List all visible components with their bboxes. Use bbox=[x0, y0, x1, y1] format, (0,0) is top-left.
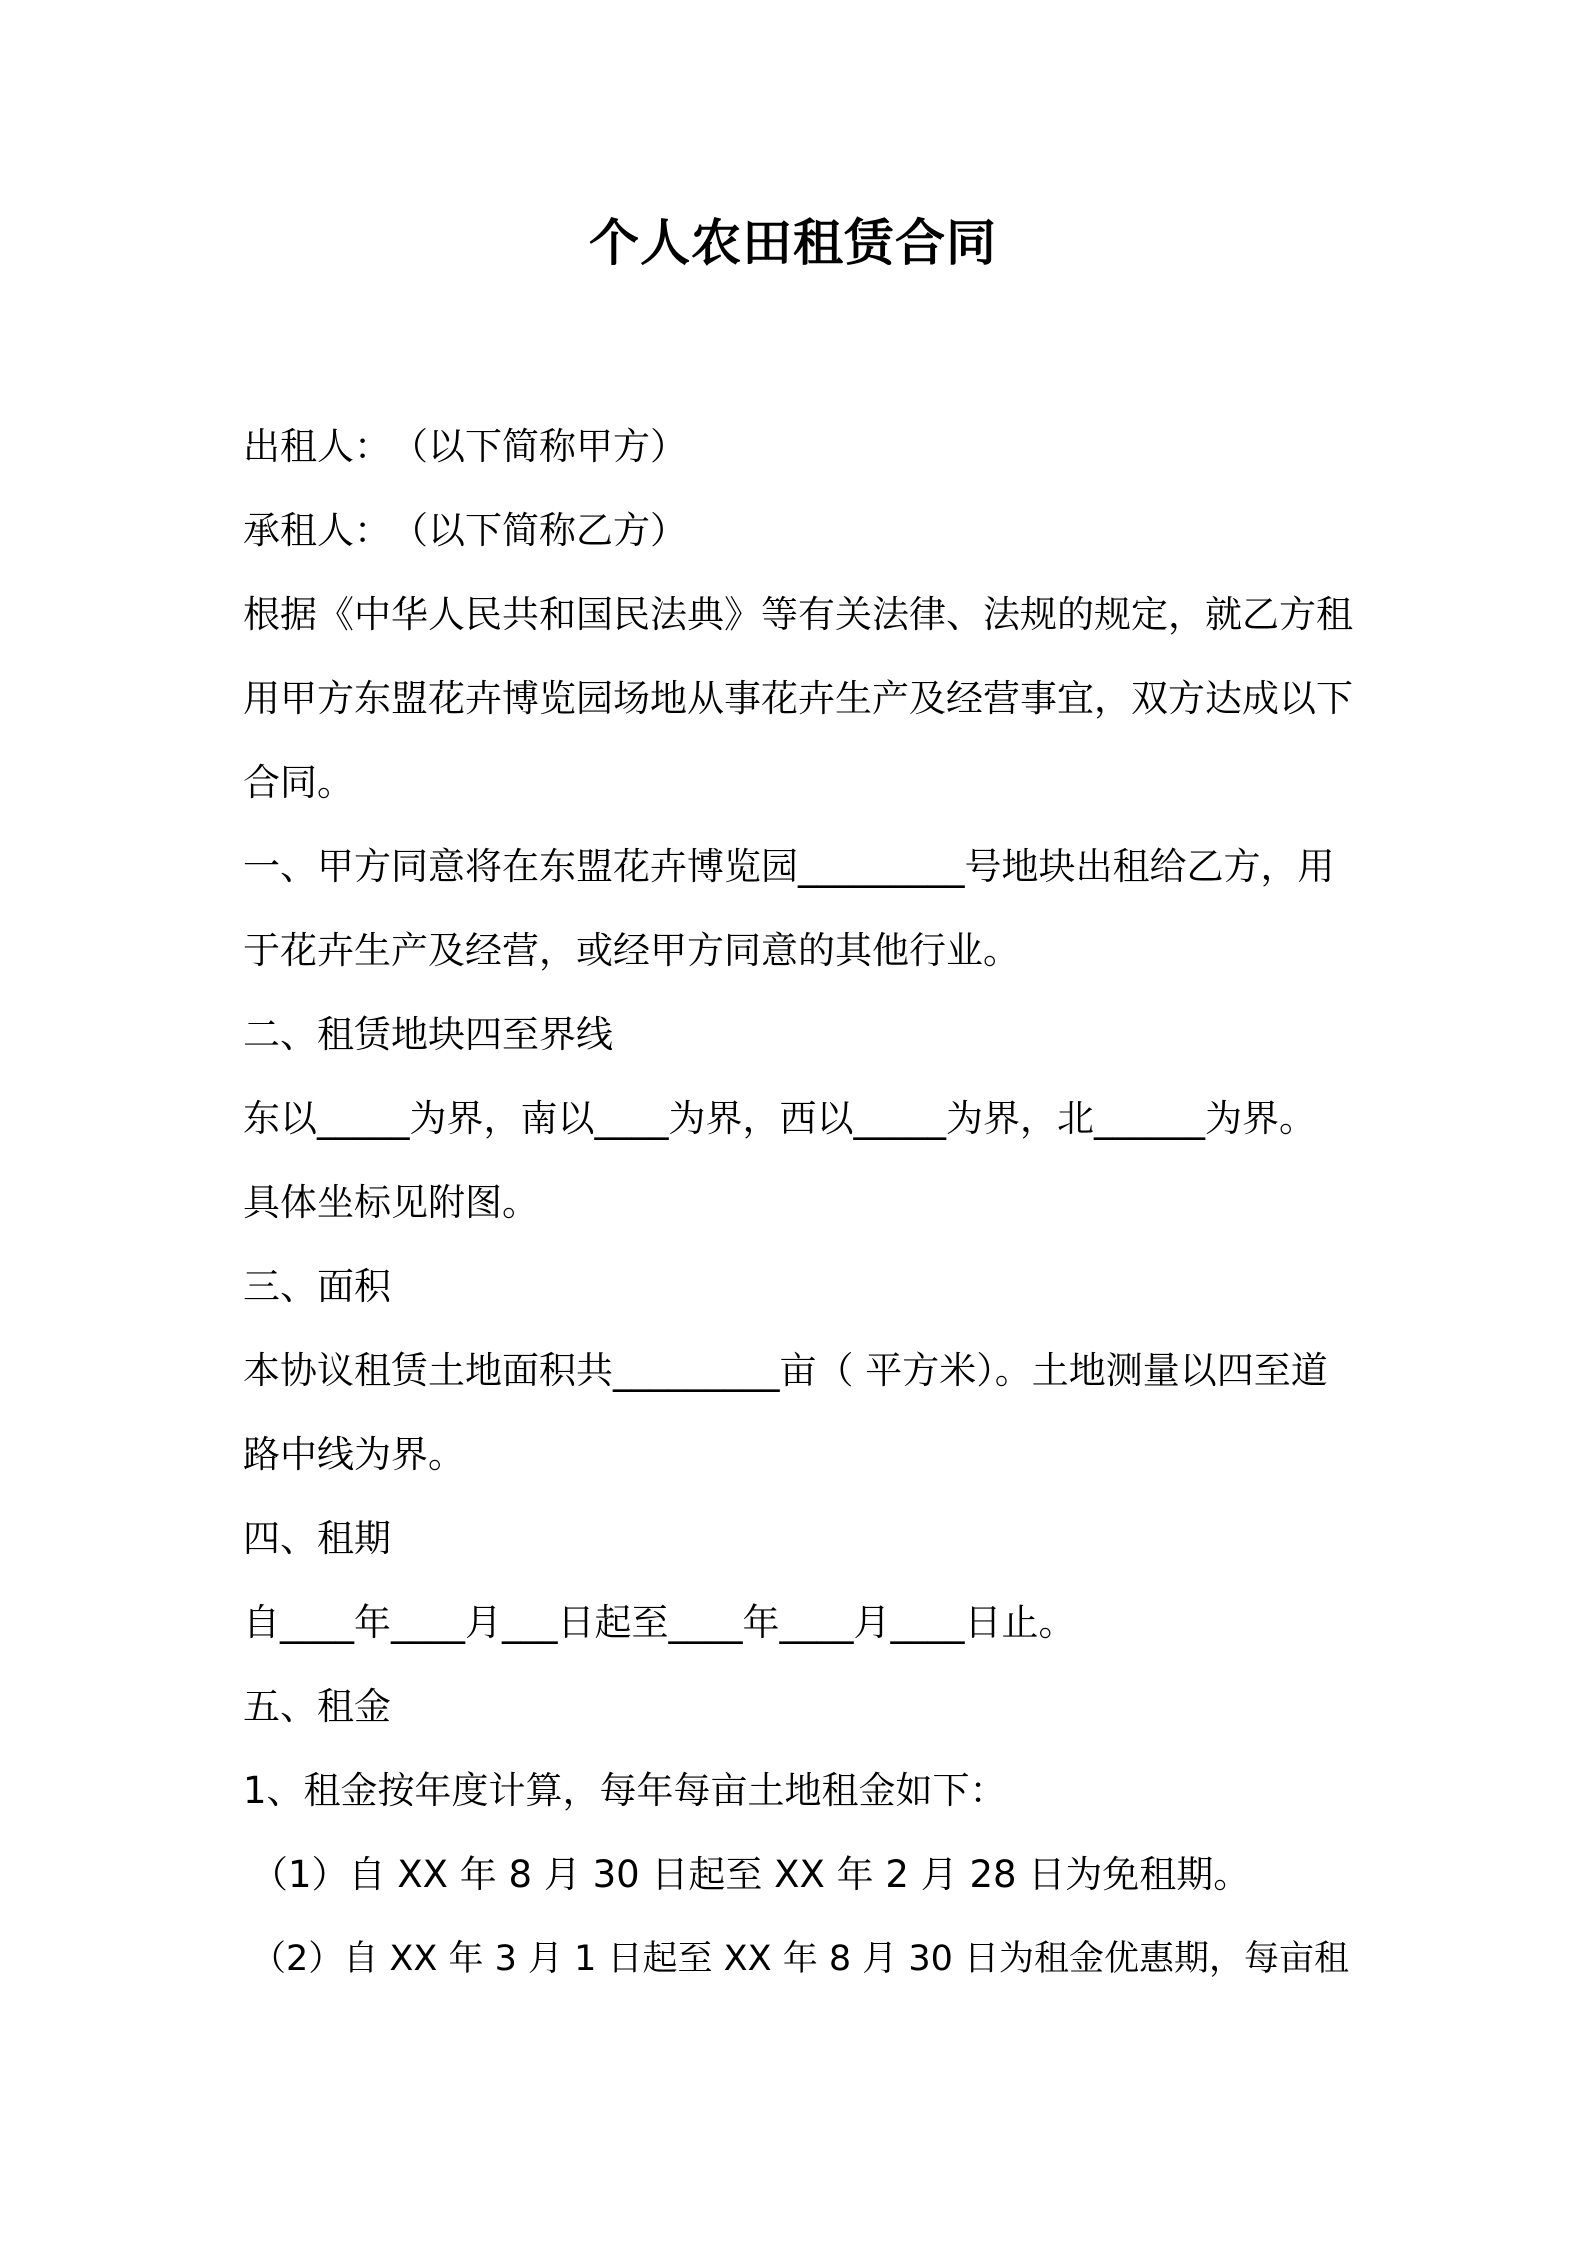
rent-item-1: 1、租金按年度计算，每年每亩土地租金如下： bbox=[243, 1769, 1007, 1812]
section-2-heading: 二、租赁地块四至界线 bbox=[243, 1013, 613, 1056]
document-body bbox=[243, 405, 1355, 2001]
area-line-1: 本协议租赁土地面积共_________亩（ 平方米）。土地测量以四至道 bbox=[243, 1349, 1328, 1392]
area-line-2: 路中线为界。 bbox=[243, 1433, 465, 1476]
rent-subitem-2: （2）自 XX 年 3 月 1 日起至 XX 年 8 月 30 日为租金优惠期，每亩租 bbox=[251, 1939, 1350, 1979]
document-title: 个人农田租赁合同 bbox=[589, 214, 997, 272]
section-4-heading: 四、租期 bbox=[243, 1517, 391, 1560]
lessor-line: 出租人： （以下简称甲方） bbox=[243, 425, 687, 468]
preamble-line-2: 用甲方东盟花卉博览园场地从事花卉生产及经营事宜，双方达成以下 bbox=[243, 677, 1353, 720]
coordinates-line: 具体坐标见附图。 bbox=[243, 1181, 539, 1224]
clause-1-line-2: 于花卉生产及经营，或经甲方同意的其他行业。 bbox=[243, 929, 1020, 972]
section-3-heading: 三、面积 bbox=[243, 1265, 391, 1308]
section-5-heading: 五、租金 bbox=[243, 1685, 391, 1728]
preamble-line-3: 合同。 bbox=[243, 761, 354, 804]
boundaries-line: 东以_____为界，南以____为界，西以_____为界，北______为界。 bbox=[243, 1097, 1316, 1140]
lessee-line: 承租人： （以下简称乙方） bbox=[243, 509, 687, 552]
rent-subitem-1: （1）自 XX 年 8 月 30 日起至 XX 年 2 月 28 日为免租期。 bbox=[251, 1853, 1251, 1896]
preamble-line-1: 根据《中华人民共和国民法典》等有关法律、法规的规定，就乙方租 bbox=[243, 593, 1353, 636]
clause-1-line-1: 一、甲方同意将在东盟花卉博览园_________号地块出租给乙方，用 bbox=[243, 845, 1335, 888]
term-line: 自____年____月___日起至____年____月____日止。 bbox=[243, 1601, 1076, 1644]
